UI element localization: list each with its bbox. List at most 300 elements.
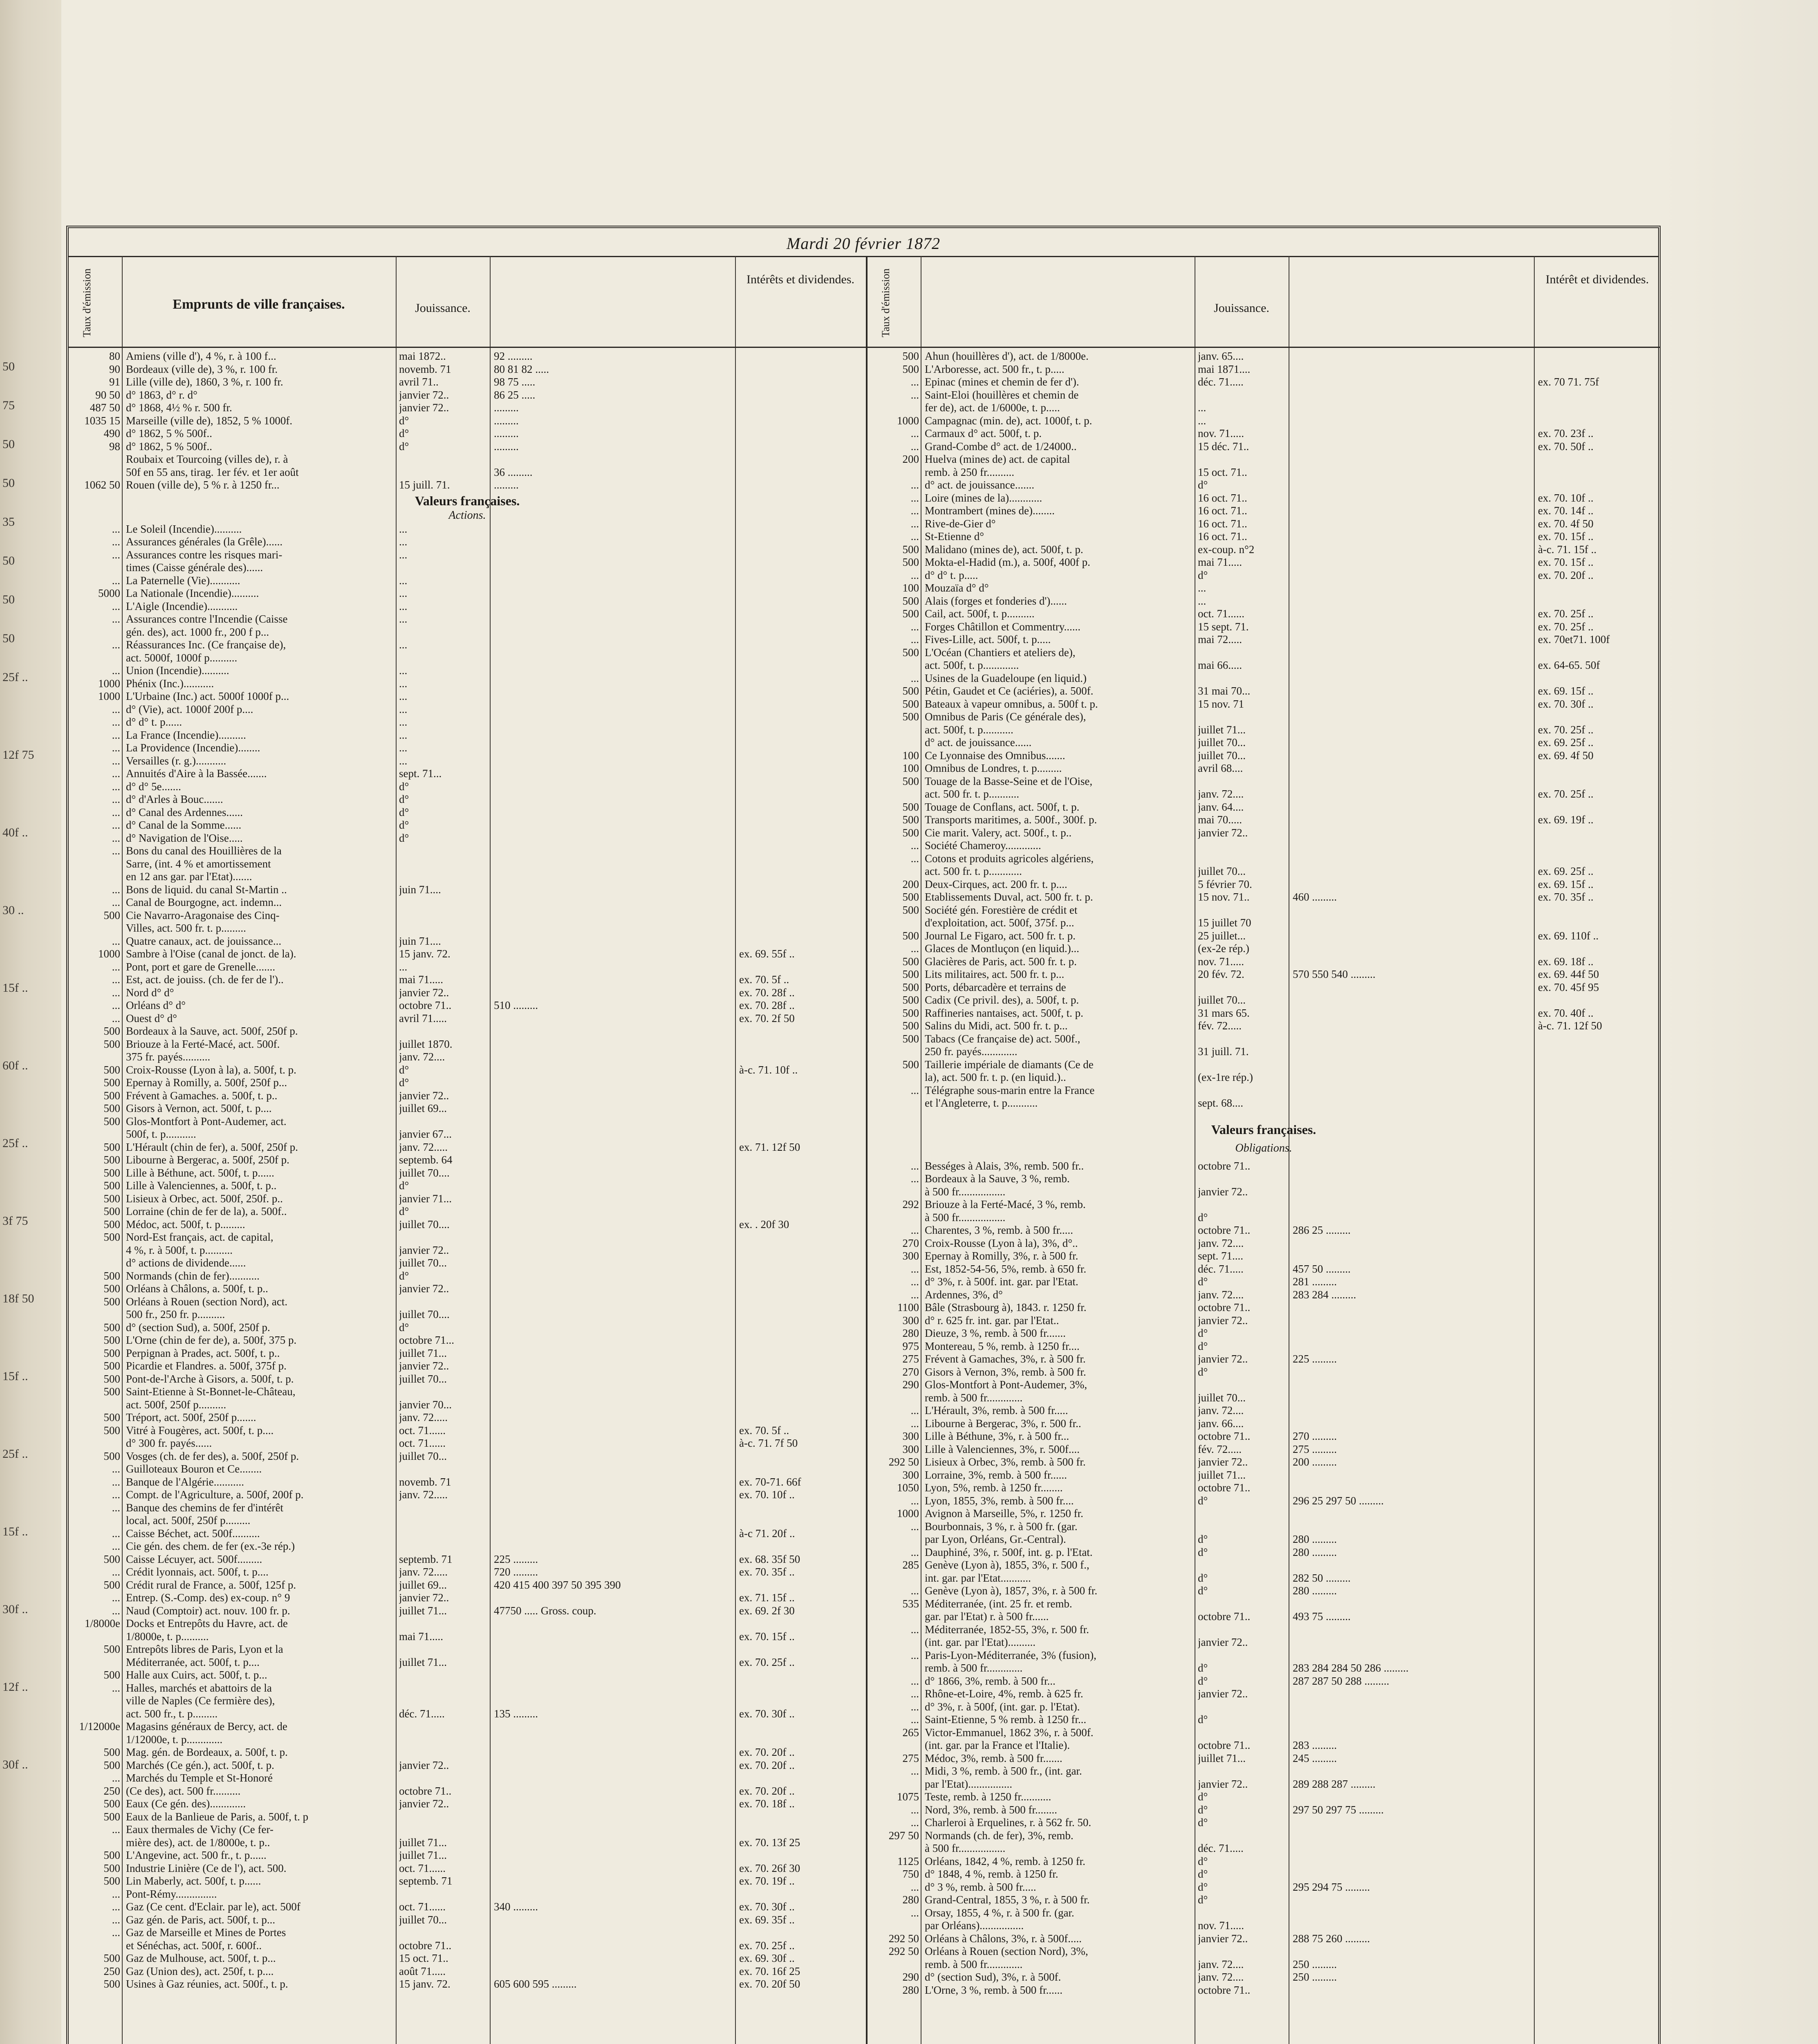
margin-fragment: 12f ..: [2, 1680, 28, 1694]
name-cell: L'Aigle (Incendie)...........: [126, 600, 238, 612]
taux-cell: 500: [902, 994, 919, 1006]
name-cell: Grand-Combe d° act. de 1/24000..: [925, 440, 1077, 453]
name-cell: d° 1866, 3%, remb. à 500 fr...: [925, 1674, 1056, 1687]
header-jouissance: Jouissance.: [415, 301, 471, 315]
price-cell: 275 .........: [1293, 1443, 1337, 1455]
table-row: [868, 582, 1660, 594]
name-cell: act. 500f, t. p...........: [925, 723, 1013, 736]
table-row: [69, 1785, 866, 1797]
jouissance-cell: janv. 72.....: [399, 1488, 448, 1501]
table-row: [69, 1373, 866, 1385]
jouissance-cell: juillet 70...: [399, 1372, 447, 1385]
dividend-cell: ex. 70. 2f 50: [739, 1012, 795, 1024]
table-row: [69, 922, 866, 934]
name-cell: d° 3%, r. à 500f, (int. gar. p. l'Etat).: [925, 1700, 1080, 1713]
name-cell: Marchés (Ce gén.), act. 500f, t. p.: [126, 1759, 274, 1771]
name-cell: Lille à Béthune, act. 500f, t. p......: [126, 1166, 274, 1179]
name-cell: d'exploitation, act. 500f, 375f. p...: [925, 917, 1074, 929]
taux-cell: 490: [103, 427, 120, 439]
margin-fragment: 30 ..: [2, 903, 24, 917]
name-cell: St-Etienne d°: [925, 530, 984, 542]
dividend-cell: ex. 70. 20f ..: [739, 1759, 795, 1771]
taux-cell: ...: [112, 742, 120, 754]
table-row: [868, 788, 1660, 800]
taux-cell: ...: [910, 942, 919, 955]
jouissance-cell: 25 juillet...: [1198, 929, 1246, 942]
header-taux: Taux d'émission: [880, 268, 892, 338]
name-cell: Gaz gén. de Paris, act. 500f, t. p...: [126, 1913, 276, 1926]
table-row: [69, 1385, 866, 1398]
price-cell: .........: [494, 401, 519, 414]
dividend-cell: ex. 70. 30f ..: [739, 1901, 795, 1913]
table-row: [868, 801, 1660, 813]
jouissance-cell: ...: [399, 742, 408, 754]
taux-cell: 500: [902, 607, 919, 620]
jouissance-cell: juillet 1870.: [399, 1038, 453, 1050]
table-row: [69, 1733, 866, 1746]
taux-cell: 500: [103, 1347, 120, 1359]
dividend-cell: ex. 69. 110f ..: [1538, 929, 1599, 942]
taux-cell: 1100: [897, 1301, 919, 1313]
table-row: [69, 523, 866, 535]
jouissance-cell: octobre 71..: [1198, 1301, 1251, 1313]
jouissance-cell: janvier 72..: [399, 388, 449, 401]
jouissance-cell: d°: [399, 1321, 409, 1334]
jouissance-cell: juillet 71...: [1198, 1468, 1246, 1481]
right-column: [866, 256, 1660, 2044]
name-cell: Touage de la Basse-Seine et de l'Oise,: [925, 775, 1093, 787]
jouissance-cell: mai 71.....: [399, 973, 443, 986]
jouissance-cell: d°: [1198, 1674, 1208, 1687]
table-row: [69, 1502, 866, 1514]
name-cell: Cie marit. Valery, act. 500f., t. p..: [925, 826, 1072, 839]
taux-cell: ...: [112, 973, 120, 986]
taux-cell: ...: [112, 522, 120, 535]
jouissance-cell: janvier 72..: [1198, 1932, 1248, 1945]
taux-cell: 292 50: [888, 1945, 919, 1957]
taux-cell: ...: [910, 491, 919, 504]
header-rule: [868, 347, 1660, 348]
name-cell: act. 500 fr. t. p...........: [925, 788, 1019, 800]
taux-cell: ...: [112, 883, 120, 896]
name-cell: d° Canal de la Somme......: [126, 819, 242, 831]
name-cell: Sarre, (int. 4 % et amortissement: [126, 857, 271, 870]
jouissance-cell: ...: [399, 522, 408, 535]
table-row: [69, 652, 866, 664]
taux-cell: ...: [112, 1475, 120, 1488]
jouissance-cell: juillet 71...: [1198, 1752, 1246, 1764]
name-cell: Journal Le Figaro, act. 500 fr. t. p.: [925, 929, 1076, 942]
jouissance-cell: janvier 71...: [399, 1192, 452, 1205]
jouissance-cell: mai 71.....: [1198, 556, 1242, 568]
table-row: [868, 1752, 1660, 1764]
taux-cell: 300: [902, 1443, 919, 1455]
table-row: [868, 1058, 1660, 1071]
jouissance-cell: d°: [1198, 1816, 1208, 1829]
table-row: [868, 1623, 1660, 1636]
table-row: [69, 1939, 866, 1952]
taux-cell: 500: [902, 350, 919, 362]
taux-cell: 500: [103, 1810, 120, 1823]
name-cell: La France (Incendie)..........: [126, 728, 246, 741]
jouissance-cell: novemb. 71: [399, 1475, 451, 1488]
table-row: [868, 1160, 1660, 1172]
name-cell: Bourbonnais, 3 %, r. à 500 fr. (gar.: [925, 1520, 1078, 1533]
jouissance-cell: 15 nov. 71: [1198, 697, 1244, 710]
margin-fragment: 40f ..: [2, 826, 28, 839]
taux-cell: 300: [902, 1468, 919, 1481]
jouissance-cell: d°: [1198, 1585, 1208, 1597]
jouissance-cell: d°: [399, 1063, 409, 1076]
name-cell: d° d° 5e.......: [126, 780, 181, 793]
table-row: [868, 1224, 1660, 1236]
name-cell: Cotons et produits agricoles algériens,: [925, 852, 1094, 865]
dividend-cell: ex. 70. 14f ..: [1538, 504, 1594, 517]
dividend-cell: ex. 69. 55f ..: [739, 948, 795, 960]
jouissance-cell: d°: [1198, 1855, 1208, 1867]
taux-cell: ...: [910, 1649, 919, 1661]
jouissance-cell: mai 71.....: [399, 1630, 443, 1643]
taux-cell: ...: [910, 1546, 919, 1558]
name-cell: Bordeaux à la Sauve, 3 %, remb.: [925, 1172, 1070, 1185]
taux-cell: ...: [112, 664, 120, 677]
table-row: [69, 1102, 866, 1114]
table-row: [868, 865, 1660, 877]
jouissance-cell: nov. 71.....: [1198, 955, 1244, 968]
dividend-cell: ex. 69. 35f ..: [739, 1913, 795, 1926]
taux-cell: ...: [910, 1159, 919, 1172]
jouissance-cell: octobre 71...: [399, 1334, 454, 1346]
taux-cell: 500: [103, 1218, 120, 1230]
taux-cell: 500: [103, 1038, 120, 1050]
name-cell: à 500 fr.................: [925, 1185, 1006, 1198]
jouissance-cell: juin 71....: [399, 935, 441, 947]
price-cell: 47750 ..... Gross. coup.: [494, 1604, 596, 1617]
name-cell: Forges Châtillon et Commentry......: [925, 620, 1080, 633]
table-row: [69, 832, 866, 844]
table-row: [69, 363, 866, 375]
taux-cell: 292 50: [888, 1456, 919, 1468]
table-row: [868, 1495, 1660, 1507]
name-cell: à 500 fr.................: [925, 1842, 1006, 1854]
table-row: [868, 917, 1660, 929]
jouissance-cell: janvier 72..: [1198, 826, 1248, 839]
jouissance-cell: 15 janv. 72.: [399, 948, 451, 960]
name-cell: Bordeaux (ville de), 3 %, r. 100 fr.: [126, 363, 278, 375]
name-cell: act. 500 fr. t. p............: [925, 865, 1022, 877]
name-cell: Charentes, 3 %, remb. à 500 fr.....: [925, 1224, 1073, 1236]
table-row: [69, 870, 866, 883]
table-row: [69, 1849, 866, 1861]
dividend-cell: ex. 70 71. 75f: [1538, 376, 1599, 388]
dividend-cell: ex. 70. 35f ..: [739, 1566, 795, 1578]
table-row: [868, 415, 1660, 427]
jouissance-cell: avril 71..: [399, 376, 439, 388]
taux-cell: 500: [103, 1102, 120, 1114]
price-cell: 282 50 .........: [1293, 1571, 1351, 1584]
jouissance-cell: d°: [399, 440, 409, 453]
table-row: [868, 1868, 1660, 1880]
dividend-cell: ex. 70. 25f ..: [1538, 620, 1594, 633]
table-row: [69, 1450, 866, 1462]
jouissance-cell: 15 déc. 71..: [1198, 440, 1249, 453]
name-cell: Gaz (Ce cent. d'Eclair. par le), act. 500f: [126, 1901, 300, 1913]
table-row: [69, 466, 866, 478]
name-cell: d° Canal des Ardennes......: [126, 806, 243, 818]
taux-cell: 500: [103, 1759, 120, 1771]
header-rule: [69, 347, 866, 348]
margin-fragment: 15f ..: [2, 1525, 28, 1538]
taux-cell: ...: [910, 852, 919, 865]
section-title-emprunts: Emprunts de ville françaises.: [173, 297, 345, 312]
table-row: [868, 1520, 1660, 1533]
name-cell: Pont, port et gare de Grenelle.......: [126, 960, 276, 973]
taux-cell: 1000: [98, 677, 120, 690]
taux-cell: 535: [902, 1597, 919, 1610]
name-cell: Lille à Valenciennes, a. 500f, t. p..: [126, 1179, 277, 1192]
table-row: [69, 793, 866, 805]
table-row: [868, 1084, 1660, 1096]
margin-fragment: 18f 50: [2, 1292, 34, 1305]
jouissance-cell: 15 sept. 71.: [1198, 620, 1249, 633]
name-cell: gén. des), act. 1000 fr., 200 f p...: [126, 625, 269, 638]
table-row: [69, 1115, 866, 1127]
table-row: [868, 1263, 1660, 1275]
taux-cell: ...: [910, 376, 919, 388]
price-cell: .........: [494, 440, 519, 453]
table-row: [69, 1051, 866, 1063]
jouissance-cell: 15 juill. 71.: [399, 479, 450, 491]
dividend-cell: à-c. 71. 10f ..: [739, 1063, 798, 1076]
table-row: [69, 1411, 866, 1423]
taux-cell: ...: [112, 1604, 120, 1617]
jouissance-cell: juillet 69...: [399, 1102, 447, 1114]
price-cell: 92 .........: [494, 350, 533, 362]
jouissance-cell: juillet 70...: [399, 1913, 447, 1926]
jouissance-cell: mai 72.....: [1198, 633, 1242, 645]
taux-cell: ...: [112, 1913, 120, 1926]
taux-cell: 500: [103, 1321, 120, 1334]
name-cell: Dieuze, 3 %, remb. à 500 fr.......: [925, 1327, 1066, 1339]
table-row: [868, 1045, 1660, 1058]
taux-cell: 500: [103, 1295, 120, 1308]
table-row: [69, 1167, 866, 1179]
name-cell: Magasins généraux de Bercy, act. de: [126, 1720, 287, 1732]
name-cell: Pétin, Gaudet et Ce (aciéries), a. 500f.: [925, 685, 1094, 697]
table-row: [69, 883, 866, 896]
table-row: [69, 1089, 866, 1102]
taux-cell: 292 50: [888, 1932, 919, 1945]
jouissance-cell: octobre 71..: [1198, 1224, 1251, 1236]
table-row: [868, 1842, 1660, 1854]
taux-cell: 1/12000e: [79, 1720, 120, 1732]
jouissance-cell: janvier 72..: [1198, 1185, 1248, 1198]
name-cell: (int. gar. par la France et l'Italie).: [925, 1739, 1070, 1751]
table-row: [868, 466, 1660, 478]
taux-cell: ...: [112, 780, 120, 793]
dividend-cell: ex. 70. 20f ..: [739, 1746, 795, 1758]
table-row: [868, 646, 1660, 659]
name-cell: Entrep. (S.-Comp. des) ex-coup. n° 9: [126, 1591, 290, 1604]
name-cell: Glos-Montfort à Pont-Audemer, act.: [126, 1115, 287, 1127]
name-cell: Libourne à Bergerac, 3%, r. 500 fr..: [925, 1417, 1081, 1430]
taux-cell: ...: [112, 1681, 120, 1694]
name-cell: Fives-Lille, act. 500f, t. p.....: [925, 633, 1051, 645]
price-cell: 86 25 .....: [494, 388, 536, 401]
name-cell: Bességes à Alais, 3%, remb. 500 fr..: [925, 1159, 1084, 1172]
name-cell: Méditerranée, act. 500f, t. p....: [126, 1656, 260, 1668]
table-row: [868, 1778, 1660, 1790]
jouissance-cell: janv. 66....: [1198, 1417, 1244, 1430]
table-row: [868, 775, 1660, 787]
table-row: [69, 1836, 866, 1849]
table-row: [69, 1811, 866, 1823]
table-row: [868, 633, 1660, 645]
table-row: [69, 1476, 866, 1488]
jouissance-cell: d°: [1198, 1880, 1208, 1893]
name-cell: Loire (mines de la)............: [925, 491, 1042, 504]
jouissance-cell: octobre 71..: [399, 1784, 452, 1797]
taux-cell: 500: [103, 1076, 120, 1089]
taux-cell: ...: [910, 1623, 919, 1636]
dividend-cell: ex. 70. 20f ..: [1538, 569, 1594, 581]
dividend-cell: ex. 70. 25f ..: [1538, 607, 1594, 620]
table-row: [69, 1540, 866, 1552]
table-row: [69, 1282, 866, 1295]
jouissance-cell: octobre 71..: [1198, 1430, 1251, 1442]
name-cell: Médoc, 3%, remb. à 500 fr.......: [925, 1752, 1063, 1764]
jouissance-cell: d°: [399, 414, 409, 427]
name-cell: Rive-de-Gier d°: [925, 517, 996, 530]
jouissance-cell: mai 70.....: [1198, 814, 1242, 826]
table-row: [868, 1301, 1660, 1313]
jouissance-cell: d°: [1198, 1868, 1208, 1880]
table-row: [868, 1636, 1660, 1648]
name-cell: et l'Angleterre, t. p...........: [925, 1097, 1038, 1109]
taux-cell: 1000: [98, 948, 120, 960]
jouissance-cell: d°: [1198, 1494, 1208, 1507]
table-row: [69, 1720, 866, 1732]
jouissance-cell: ...: [399, 574, 408, 587]
dividend-cell: ex. 70. 10f ..: [739, 1488, 795, 1501]
name-cell: int. gar. par l'Etat...........: [925, 1571, 1031, 1584]
name-cell: Lyon, 1855, 3%, remb. à 500 fr....: [925, 1494, 1074, 1507]
name-cell: Saint-Etienne, 5 % remb. à 1250 fr...: [925, 1713, 1087, 1726]
name-cell: Epernay à Romilly, 3%, r. à 500 fr.: [925, 1250, 1078, 1262]
table-row: [69, 1154, 866, 1166]
name-cell: Sambre à l'Oise (canal de jonct. de la).: [126, 948, 296, 960]
name-cell: Lyon, 5%, remb. à 1250 fr........: [925, 1481, 1063, 1494]
jouissance-cell: d°: [399, 1179, 409, 1192]
table-row: [69, 1347, 866, 1359]
taux-cell: ...: [910, 1688, 919, 1700]
taux-cell: ...: [112, 1012, 120, 1024]
name-cell: Crédit rural de France, a. 500f, 125f p.: [126, 1578, 296, 1591]
jouissance-cell: octobre 71..: [399, 1939, 452, 1952]
taux-cell: 500: [103, 1578, 120, 1591]
taux-cell: 300: [902, 1314, 919, 1327]
table-row: [868, 1610, 1660, 1623]
name-cell: 1/8000e, t. p..........: [126, 1630, 209, 1643]
table-row: [69, 1231, 866, 1243]
taux-cell: 265: [902, 1726, 919, 1739]
jouissance-cell: ...: [1198, 414, 1206, 427]
table-row: [868, 1739, 1660, 1751]
margin-fragment: 25f ..: [2, 1447, 28, 1461]
margin-fragment: 15f ..: [2, 1369, 28, 1383]
jouissance-cell: juillet 69...: [399, 1578, 447, 1591]
table-row: [868, 955, 1660, 968]
name-cell: L'Orne, 3 %, remb. à 500 fr......: [925, 1983, 1063, 1996]
taux-cell: 500: [103, 1862, 120, 1874]
name-cell: Entrepôts libres de Paris, Lyon et la: [126, 1643, 283, 1655]
taux-cell: ...: [910, 1404, 919, 1416]
name-cell: Lin Maberly, act. 500f, t. p......: [126, 1875, 261, 1887]
table-row: [69, 1012, 866, 1024]
name-cell: Touage de Conflans, act. 500f, t. p.: [925, 800, 1080, 813]
dividend-cell: à-c. 71. 7f 50: [739, 1437, 798, 1449]
jouissance-cell: d°: [399, 806, 409, 818]
taux-cell: 500: [902, 800, 919, 813]
table-row: [868, 1007, 1660, 1019]
name-cell: d° 1848, 4 %, remb. à 1250 fr.: [925, 1868, 1058, 1880]
name-cell: Lisieux à Orbec, act. 500f, 250f. p..: [126, 1192, 283, 1205]
jouissance-cell: sept. 71....: [1198, 1250, 1243, 1262]
dividend-cell: ex. 70. 20f ..: [739, 1784, 795, 1797]
taux-cell: 1/8000e: [85, 1617, 120, 1629]
table-row: [868, 569, 1660, 581]
jouissance-cell: d°: [399, 1269, 409, 1282]
taux-cell: 275: [902, 1752, 919, 1764]
name-cell: Saint-Etienne à St-Bonnet-le-Château,: [126, 1385, 296, 1398]
taux-cell: 500: [103, 1450, 120, 1462]
jouissance-cell: 15 nov. 71..: [1198, 891, 1250, 903]
dividend-cell: ex. 70. 20f 50: [739, 1978, 800, 1990]
table-row: [69, 1823, 866, 1836]
table-row: [868, 904, 1660, 916]
table-row: [868, 1701, 1660, 1713]
name-cell: Est, 1852-54-56, 5%, remb. à 650 fr.: [925, 1262, 1087, 1275]
taux-cell: 500: [103, 1360, 120, 1372]
taux-cell: ...: [112, 1527, 120, 1540]
table-row: [69, 767, 866, 780]
name-cell: Montrambert (mines de)........: [925, 504, 1055, 517]
taux-cell: ...: [112, 536, 120, 548]
name-cell: d° actions de dividende......: [126, 1257, 246, 1269]
table-row: [868, 736, 1660, 749]
taux-cell: 500: [103, 1875, 120, 1887]
name-cell: Canal de Bourgogne, act. indemn...: [126, 896, 282, 908]
taux-cell: ...: [910, 1713, 919, 1726]
table-row: [868, 1172, 1660, 1185]
name-cell: d° 3 %, remb. à 500 fr.....: [925, 1880, 1036, 1893]
taux-cell: 500: [103, 1553, 120, 1565]
taux-cell: 500: [902, 697, 919, 710]
jouissance-cell: ...: [399, 613, 408, 625]
table-row: [69, 1205, 866, 1217]
name-cell: Charleroi à Erquelines, r. à 562 fr. 50.: [925, 1816, 1092, 1829]
margin-fragment: 12f 75: [2, 748, 34, 762]
name-cell: Télégraphe sous-marin entre la France: [925, 1084, 1095, 1096]
margin-fragment: 30f ..: [2, 1758, 28, 1771]
taux-cell: ...: [112, 806, 120, 818]
jouissance-cell: d°: [1198, 1803, 1208, 1816]
table-row: [868, 1404, 1660, 1416]
left-column: [69, 256, 866, 2044]
taux-cell: ...: [112, 754, 120, 767]
jouissance-cell: janvier 72..: [399, 1089, 449, 1102]
jouissance-cell: d°: [1198, 1791, 1208, 1803]
